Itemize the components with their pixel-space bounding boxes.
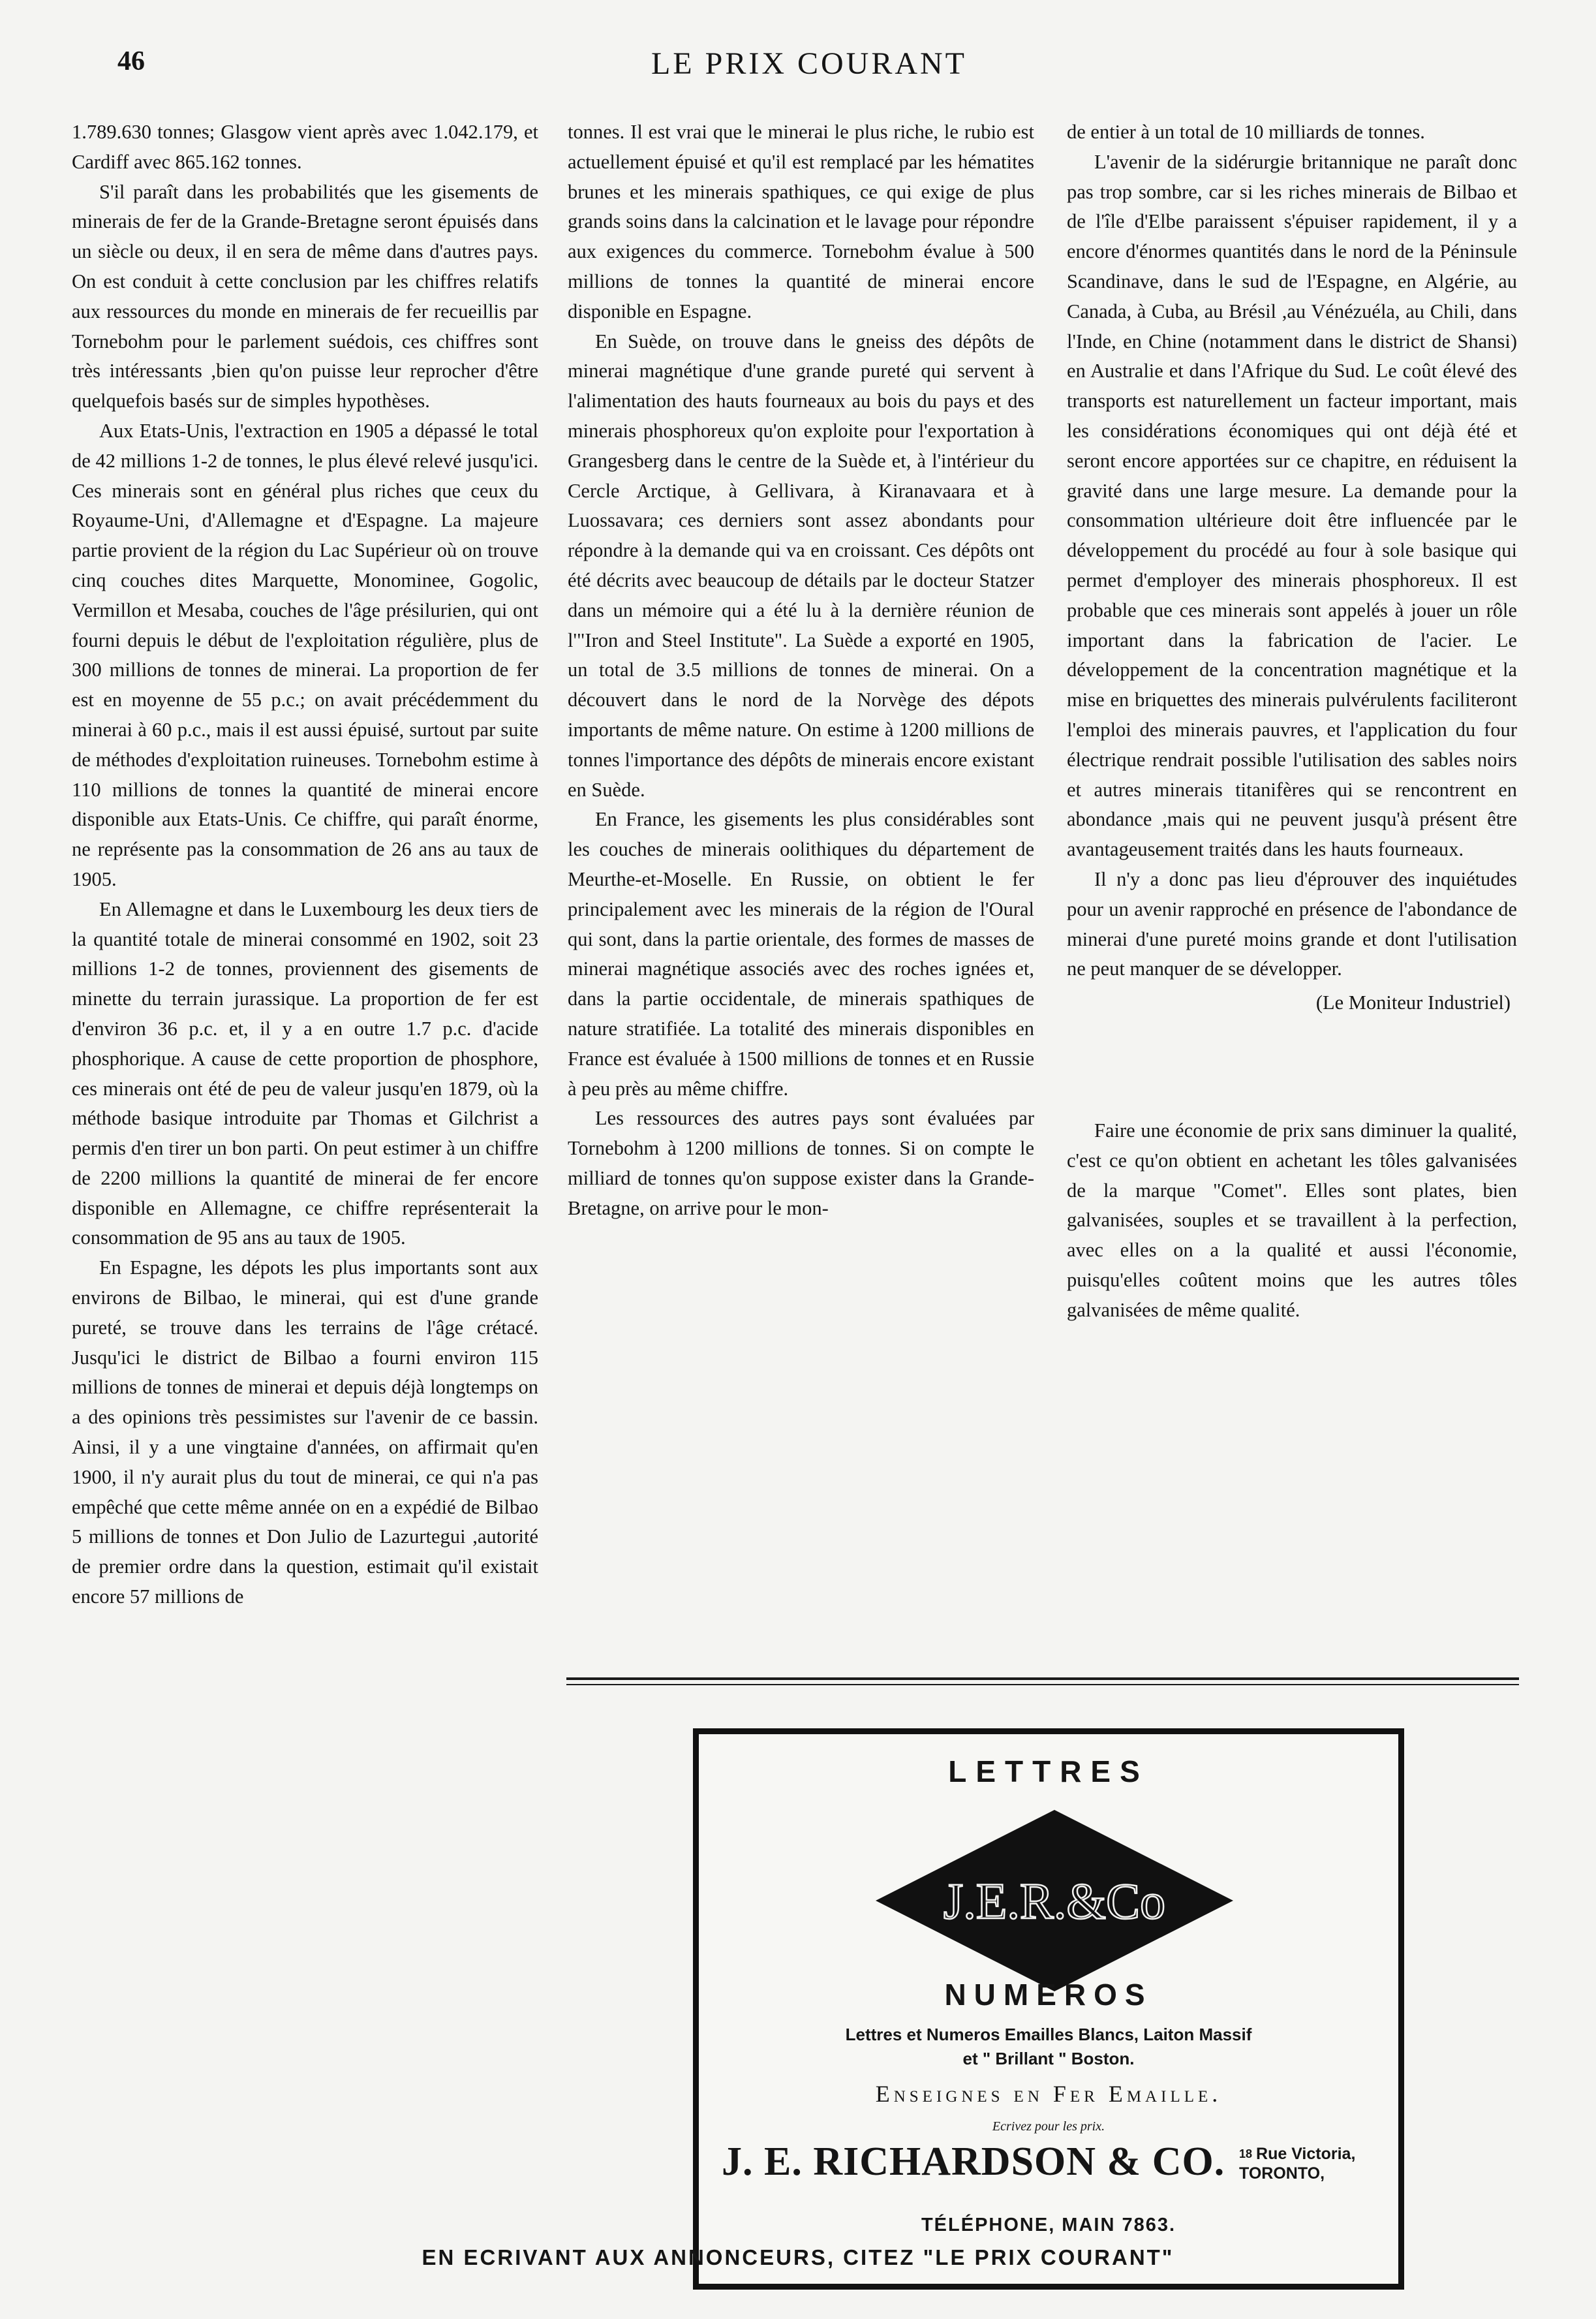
article-column-3 [1067, 117, 1517, 1325]
paragraph: tonnes. Il est vrai que le minerai le plus riche, le rubio est actuellement épuisé et qu'il est remplacé par les hématites brunes et les minerais spathiques, ce qui exige de plus grands soins dans la calcination et le lavage pour répondre aux exigences du commerce. Tornebohm évalue à 500 millions de tonnes la quantité de minerai encore disponible en Espagne. [568, 121, 1034, 322]
page-header [98, 39, 1520, 98]
paragraph: 1.789.630 tonnes; Glasgow vient après avec 1.042.179, et Cardiff avec 865.162 tonnes. [72, 121, 538, 173]
comet-notice: Faire une économie de prix sans diminuer la qualité, c'est ce qu'on obtient en achetant les tôles galvanisées de la marque "Comet". Elles sont plates, bien galvanisées, souples et se travaillent à la perfection, avec elles on a la qualité et aussi l'économie, puisqu'elles coûtent moins que les autres tôles galvanisées de même qualité. [1067, 1119, 1517, 1321]
paragraph: Les ressources des autres pays sont évaluées par Tornebohm à 1200 millions de tonnes. Si on compte le milliard de tonnes qu'on suppose exister dans la Grande-Bretagne, on arrive pour le mon- [568, 1107, 1034, 1219]
column-gap [1067, 1018, 1517, 1116]
ad-address [1239, 2144, 1355, 2183]
jer-diamond-logo [872, 1806, 1237, 1995]
page-number: 46 [117, 46, 145, 76]
paragraph: Il n'y a donc pas lieu d'éprouver des inquiétudes pour un avenir rapproché en présence de l'abondance de minerai d'une pureté moins grande et dont l'utilisation ne peut manquer de se développer. [1067, 867, 1517, 980]
article-column-2 [568, 117, 1034, 1223]
divider-rule [566, 1684, 1519, 1685]
paragraph: En France, les gisements les plus considérables sont les couches de minerais oolithiques du département de Meurthe-et-Moselle. En Russie, on obtient le fer principalement avec les minerais de la région de l'Oural qui sont, dans la partie orientale, des formes de masses de minerai magnétique associés avec des roches ignées et, dans la partie occidentale, de minerais spathiques de nature stratifiée. La totalité des minerais disponibles en France est évaluée à 1500 millions de tonnes et en Russie à peu près au même chiffre. [568, 808, 1034, 1100]
paragraph: de entier à un total de 10 milliards de tonnes. [1067, 121, 1425, 143]
ad-enseignes: Enseignes en Fer Emaille. [875, 2081, 1222, 2107]
paragraph: L'avenir de la sidérurgie britannique ne paraît donc pas trop sombre, car si les riches minerais de Bilbao et de l'île d'Elbe paraissent s'épuiser rapidement, il y a encore d'énormes quantités dans le nord de la Péninsule Scandinave, dans le sud de l'Espagne, en Algérie, au Canada, à Cuba, au Brésil ,au Vénézuéla, au Chili, dans l'Inde, en Chine (notamment dans le district de Shansi) en Australie et dans l'Afrique du Sud. Le coût élevé des transports est naturellement un facteur important, mais les considérations économiques qui ont déjà été et seront encore apportées sur ce chapitre, en réduisent la gravité dans une large mesure. La demande pour la consommation ultérieure doit être influencée par le développement du procédé au four à sole basique qui permet d'employer des minerais phosphoreux. Il est probable que ces minerais sont appelés à jouer un rôle important dans la fabrication de l'acier. Le développement de la concentration magnétique et la mise en briquettes des minerais pulvérulents faciliteront l'emploi des minerais pauvres, et l'application du four électrique rendrait possible l'utilisation des sables noirs et autres minerais titanifères qui se rencontrent en abondance ,mais qui ne peuvent jusqu'à présent être avantageusement traités dans les hauts fourneaux. [1067, 150, 1517, 861]
ad-numeros-heading: NUMEROS [944, 1978, 1153, 2012]
ad-lettres-heading: LETTRES [948, 1754, 1149, 1788]
ad-description: Lettres et Numeros Emailles Blancs, Laiton Massif [845, 2025, 1252, 2044]
paragraph: En Allemagne et dans le Luxembourg les deux tiers de la quantité totale de minerai consommé en 1902, soit 23 millions 1-2 de tonnes, proviennent des gisements de minette du terrain jurassique. La proportion de fer est d'environ 36 p.c. et, il y a en outre 1.7 p.c. d'acide phosphorique. A cause de cette proportion de phosphore, ces minerais ont été de peu de valeur jusqu'en 1879, où la méthode basique introduite par Thomas et Gilchrist a permis d'en tirer un bon parti. On peut estimer à un chiffre de 2200 millions la quantité de minerai de fer encore disponible en Allemagne, ce chiffre représenterait la consommation de 95 ans au taux de 1905. [72, 897, 538, 1249]
ad-prices-note: Ecrivez pour les prix. [992, 2119, 1105, 2134]
divider-rule [566, 1677, 1519, 1680]
article-source: (Le Moniteur Industriel) [1315, 991, 1511, 1014]
logo-text: J.E.R.&Co [943, 1873, 1166, 1929]
ad-description: et " Brillant " Boston. [962, 2049, 1135, 2068]
paragraph: S'il paraît dans les probabilités que les gisements de minerais de fer de la Grande-Bretagne seront épuisés dans un siècle ou deux, il en sera de même dans d'autres pays. On est conduit à cette conclusion par les chiffres relatifs aux ressources du monde en minerais de fer recueillis par Tornebohm pour le parlement suédois, ces chiffres sont très intéressants ,bien qu'on puisse leur reprocher d'être quelquefois basés sur de simples hypothèses. [72, 180, 538, 412]
ad-company-name: J. E. RICHARDSON & CO. [722, 2140, 1225, 2184]
paragraph: En Espagne, les dépots les plus importants sont aux environs de Bilbao, le minerai, qui est d'une grande pureté, se trouve dans les terrains de l'âge crétacé. Jusqu'ici le district de Bilbao a fourni environ 115 millions de tonnes de minerai et depuis déjà longtemps on a des opinions très pessimistes sur l'avenir de ce bassin. Ainsi, il y a une vingtaine d'années, on affirmait qu'en 1900, il n'y aurait plus du tout de minerai, ce qui n'a pas empêché que cette même année on en a expédié de Bilbao 5 millions de tonnes et Don Julio de Lazurtegui ,autorité de premier ordre dans la question, estimait qu'il existait encore 57 millions de [72, 1256, 538, 1608]
paragraph: En Suède, on trouve dans le gneiss des dépôts de minerai magnétique d'une grande pureté qui servent à l'alimentation des hauts fourneaux au bois du pays et des minerais phosphoreux qu'on exploite pour l'exportation à Grangesberg dans le centre de la Suède et, à l'intérieur du Cercle Arctique, à Gellivara, à Kiranavaara et à Luossavara; ces derniers sont assez abondants pour répondre à la demande qui va en croissant. Ces dépôts ont été décrits avec beaucoup de détails par le docteur Statzer dans un mémoire qui a été lu à la dernière réunion de l'"Iron and Steel Institute". La Suède a exporté en 1905, un total de 3.5 millions de tonnes de minerai. On a découvert dans le nord de la Norvège des dépots importants de même nature. On estime à 1200 millions de tonnes l'importance des dépôts de minerais encore existant en Suède. [568, 330, 1034, 801]
address-city: TORONTO, [1239, 2164, 1325, 2183]
article-column-1 [72, 117, 538, 1612]
address-street: Rue Victoria, [1256, 2145, 1356, 2163]
journal-title: LE PRIX COURANT [651, 46, 967, 81]
paragraph: Aux Etats-Unis, l'extraction en 1905 a dépassé le total de 42 millions 1-2 de tonnes, le plus élevé relevé jusqu'ici. Ces minerais sont en général plus riches que ceux du Royaume-Uni, d'Allemagne et d'Espagne. La majeure partie provient de la région du Lac Supérieur où on trouve cinq couches dites Marquette, Monominee, Gogolic, Vermillon et Mesaba, couches de l'âge présilurien, qui ont fourni depuis le début de l'exploitation régulière, plus de 300 millions de tonnes de minerai. La proportion de fer est en moyenne de 55 p.c.; on avait précédemment du minerai à 60 p.c., mais il est aussi épuisé, surtout par suite de méthodes d'exploitation ruineuses. Tornebohm estime à 110 millions de tonnes la quantité de minerai encore disponible aux Etats-Unis. Ce chiffre, qui paraît énorme, ne représente pas la consommation de 26 ans au taux de 1905. [72, 419, 538, 890]
footer-note: EN ECRIVANT AUX ANNONCEURS, CITEZ "LE PRIX COURANT" [422, 2245, 1174, 2269]
richardson-advertisement [693, 1728, 1404, 2290]
ad-telephone: TÉLÉPHONE, MAIN 7863. [921, 2215, 1176, 2235]
address-number: 18 [1239, 2147, 1253, 2160]
